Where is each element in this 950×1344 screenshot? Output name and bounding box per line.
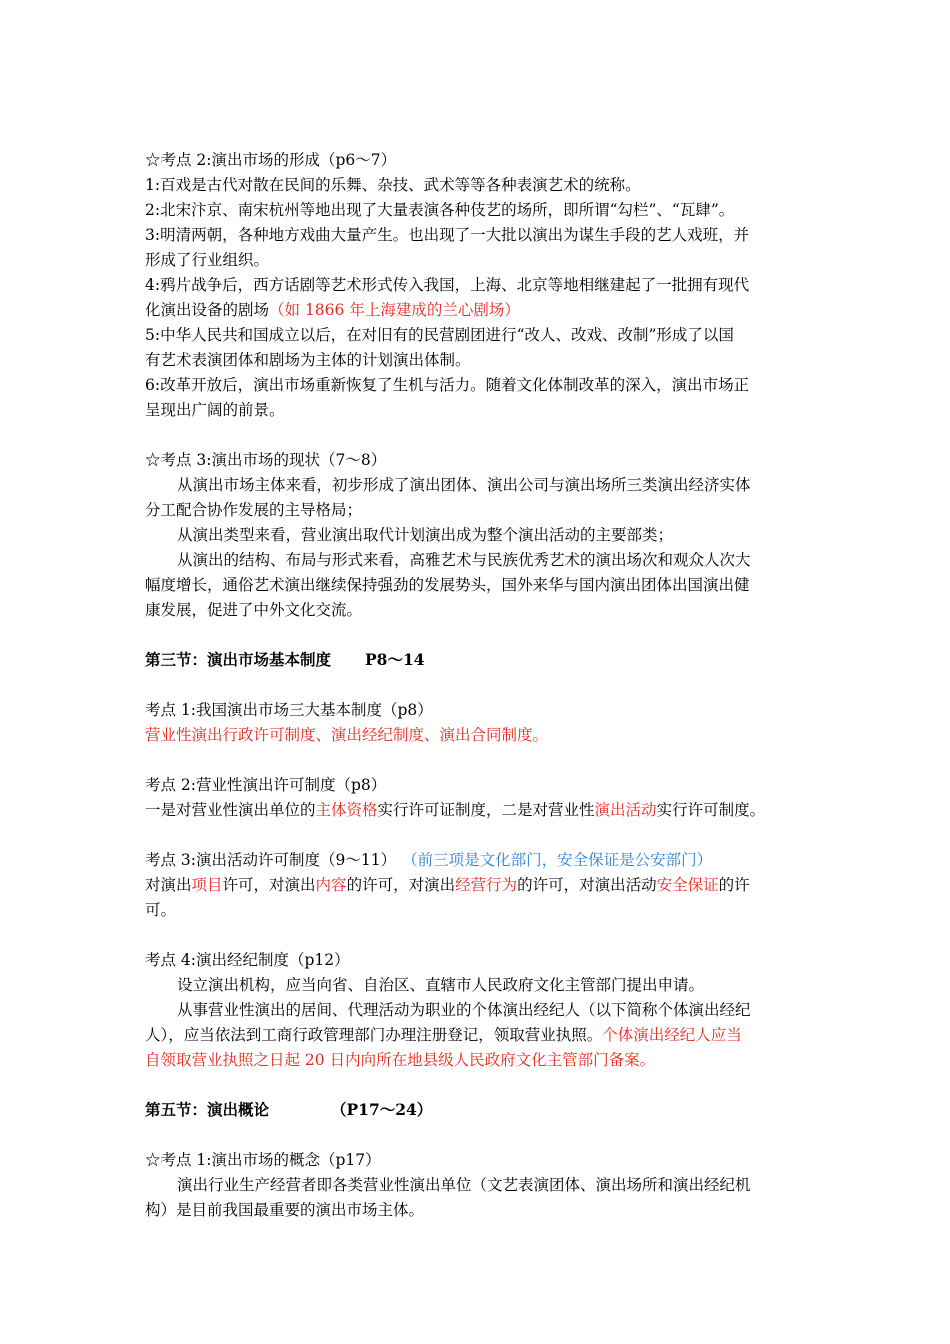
kd4-p2a: 从事营业性演出的居间、代理活动为职业的个体演出经纪人（以下简称个体演出经纪 [177, 1001, 751, 1019]
kd4-p2b-text: 人），应当依法到工商行政管理部门办理注册登记，领取营业执照。 [145, 1026, 603, 1044]
kd2-r2: 演出活动 [594, 801, 657, 819]
sec2-line3a: 3:明清两朝，各种地方戏曲大量产生。也出现了一大批以演出为谋生手段的艺人戏班，并 [145, 226, 750, 244]
kd3-t4: 的许可，对演出活动 [517, 876, 657, 894]
sec3-p3c: 康发展，促进了中外文化交流。 [145, 601, 363, 619]
sec2-line4b-red: （如 1866 年上海建成的兰心剧场） [269, 301, 520, 319]
kd3-r3: 经营行为 [455, 876, 518, 894]
kd3-blue-note: （前三项是文化部门，安全保证是公安部门） [402, 851, 713, 869]
kd4-p2b [145, 1023, 825, 1047]
kd3-line2: 可。 [145, 901, 177, 919]
sec2-line3b: 形成了行业组织。 [145, 251, 270, 269]
section5-title-pages: （P17～24） [331, 1100, 433, 1119]
kd2-t2: 实行许可证制度，二是对营业性 [377, 801, 595, 819]
sec2-line2: 2:北宋汴京、南宋杭州等地出现了大量表演各种伎艺的场所，即所谓“勾栏”、“瓦肆”。 [145, 201, 735, 219]
sec3-p1b: 分工配合协作发展的主导格局； [145, 501, 363, 519]
sec3-p3a: 从演出的结构、布局与形式来看，高雅艺术与民族优秀艺术的演出场次和观众人次大 [177, 551, 751, 569]
kd2-t1: 一是对营业性演出单位的 [145, 801, 316, 819]
sec2-line5b: 有艺术表演团体和剧场为主体的计划演出体制。 [145, 351, 471, 369]
section3-title [145, 648, 825, 672]
sec2-line4b [145, 298, 825, 322]
sec3-p2: 从演出类型来看，营业演出取代计划演出成为整个演出活动的主要部类； [177, 526, 674, 544]
kd4-p2b-red: 个体演出经纪人应当 [602, 1026, 742, 1044]
kd3-r4: 安全保证 [656, 876, 719, 894]
sec2-heading: ☆考点 2:演出市场的形成（p6～7） [145, 151, 397, 169]
kd3-t3: 的许可，对演出 [346, 876, 456, 894]
kd3-line1 [145, 873, 825, 897]
kd3-heading: 考点 3:演出活动许可制度（9～11） [145, 851, 397, 869]
section3-title-pages: P8～14 [365, 650, 425, 669]
kd3-t5: 的许 [718, 876, 750, 894]
sec3-p1a: 从演出市场主体来看，初步形成了演出团体、演出公司与演出场所三类演出经济实体 [177, 476, 751, 494]
kd3-r2: 内容 [315, 876, 347, 894]
kd4-heading: 考点 4:演出经纪制度（p12） [145, 951, 350, 969]
kd1-red-line: 营业性演出行政许可制度、演出经纪制度、演出合同制度。 [145, 726, 549, 744]
kd2-t3: 实行许可制度。 [656, 801, 766, 819]
section5-title [145, 1098, 825, 1122]
kd51-heading: ☆考点 1:演出市场的概念（p17） [145, 1151, 381, 1169]
sec2-line6a: 6:改革开放后，演出市场重新恢复了生机与活力。随着文化体制改革的深入，演出市场正 [145, 376, 750, 394]
kd4-p1: 设立演出机构，应当向省、自治区、直辖市人民政府文化主管部门提出申请。 [177, 976, 705, 994]
sec3-heading: ☆考点 3:演出市场的现状（7～8） [145, 451, 387, 469]
kd4-p2c: 自领取营业执照之日起 20 日内向所在地县级人民政府文化主管部门备案。 [145, 1051, 656, 1069]
sec3-p3b: 幅度增长，通俗艺术演出继续保持强劲的发展势头，国外来华与国内演出团体出国演出健 [145, 576, 750, 594]
sec2-line4b-text: 化演出设备的剧场 [145, 301, 270, 319]
sec2-line1: 1:百戏是古代对散在民间的乐舞、杂技、武术等等各种表演艺术的统称。 [145, 176, 641, 194]
kd2-heading: 考点 2:营业性演出许可制度（p8） [145, 776, 387, 794]
sec2-line4a: 4:鸦片战争后，西方话剧等艺术形式传入我国，上海、北京等地相继建起了一批拥有现代 [145, 276, 750, 294]
kd3-t1: 对演出 [145, 876, 192, 894]
sec2-line5a: 5:中华人民共和国成立以后，在对旧有的民营剧团进行“改人、改戏、改制”形成了以国 [145, 326, 734, 344]
sec2-line6b: 呈现出广阔的前景。 [145, 401, 285, 419]
kd3-t2: 许可，对演出 [222, 876, 316, 894]
kd51-p1a: 演出行业生产经营者即各类营业性演出单位（文艺表演团体、演出场所和演出经纪机 [177, 1176, 751, 1194]
kd51-p1b: 构）是目前我国最重要的演出市场主体。 [145, 1201, 425, 1219]
section3-title-label: 第三节：演出市场基本制度 [145, 650, 332, 669]
kd1-heading: 考点 1:我国演出市场三大基本制度（p8） [145, 701, 433, 719]
section5-title-label: 第五节：演出概论 [145, 1100, 270, 1119]
kd2-line [145, 798, 825, 822]
kd3-heading-line [145, 848, 825, 872]
kd2-r1: 主体资格 [315, 801, 378, 819]
kd3-r1: 项目 [191, 876, 223, 894]
